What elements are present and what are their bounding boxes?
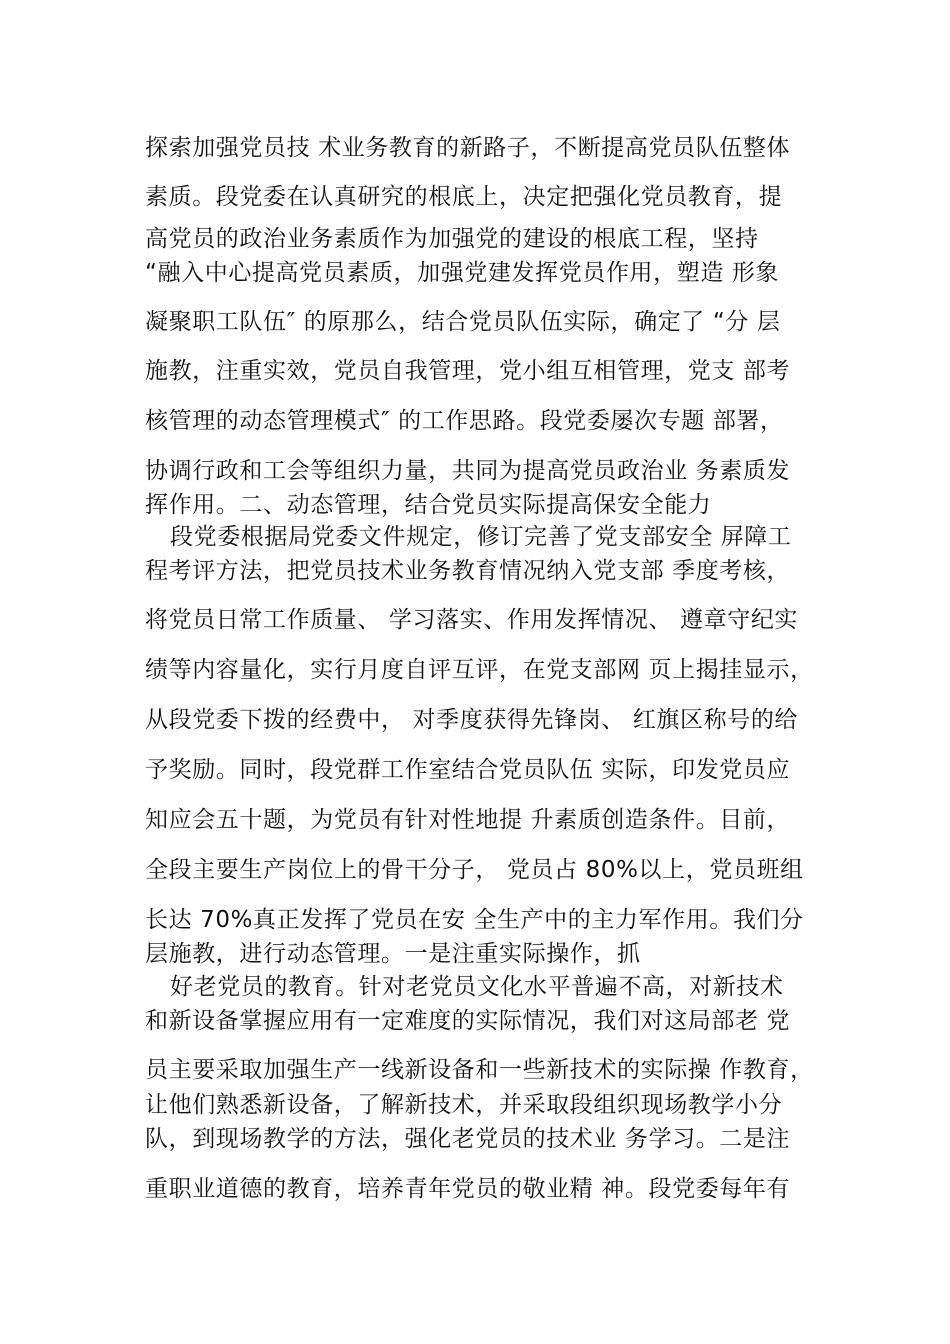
text-line: 和新设备掌握应用有一定难度的实际情况，我们对这局部老 党: [145, 1008, 791, 1034]
text-line: 探索加强党员技 术业务教育的新路子，不断提高党员队伍整体: [145, 135, 791, 161]
text-line: 核管理的动态管理模式″ 的工作思路。段党委屡次专题 部署，: [145, 408, 784, 434]
text-line: 挥作用。二、动态管理，结合党员实际提高保安全能力: [145, 492, 712, 518]
text-line: 段党委根据局党委文件规定，修订完善了党支部安全 屏障工: [170, 524, 792, 550]
text-line: 协调行政和工会等组织力量，共同为提高党员政治业 务素质发: [145, 458, 791, 484]
text-line: 长达 70%真正发挥了党员在安 全生产中的主力军作用。我们分: [145, 907, 804, 933]
text-line: 从段党委下拨的经费中， 对季度获得先锋岗、 红旗区称号的给: [145, 707, 799, 733]
text-line: 员主要采取加强生产一线新设备和一些新技术的实际操 作教育，: [145, 1057, 814, 1083]
text-line: “融入中心提高党员素质，加强党建发挥党员作用，塑造 形象: [145, 260, 780, 286]
text-line: 将党员日常工作质量、 学习落实、作用发挥情况、 遵章守纪实: [145, 607, 799, 633]
text-line: 予奖励。同时，段党群工作室结合党员队伍 实际，印发党员应: [145, 757, 791, 783]
text-line: 高党员的政治业务素质作为加强党的建设的根底工程，坚持: [145, 226, 759, 252]
text-line: 全段主要生产岗位上的骨干分子， 党员占 80%以上，党员班组: [145, 857, 804, 883]
text-line: 层施教，进行动态管理。一是注重实际操作，抓: [145, 941, 641, 967]
text-line: 凝聚职工队伍″ 的原那么，结合党员队伍实际，确定了 “分 层: [145, 309, 781, 335]
text-line: 好老党员的教育。针对老党员文化水平普遍不高，对新技术: [170, 974, 784, 1000]
text-line: 知应会五十题，为党员有针对性地提 升素质创造条件。目前，: [145, 807, 791, 833]
text-line: 施教，注重实效，党员自我管理，党小组互相管理，党支 部考: [145, 358, 791, 384]
text-line: 素质。段党委在认真研究的根底上，决定把强化党员教育，提: [145, 184, 783, 210]
text-line: 绩等内容量化，实行月度自评互评，在党支部网 页上揭挂显示，: [145, 657, 814, 683]
text-line: 队，到现场教学的方法，强化老党员的技术业 务学习。二是注: [145, 1126, 791, 1152]
text-line: 重职业道德的教育，培养青年党员的敬业精 神。段党委每年有: [145, 1176, 791, 1202]
text-line: 程考评方法，把党员技术业务教育情况纳入党支部 季度考核，: [145, 558, 791, 584]
text-line: 让他们熟悉新设备，了解新技术，并采取段组织现场教学小分: [145, 1092, 783, 1118]
